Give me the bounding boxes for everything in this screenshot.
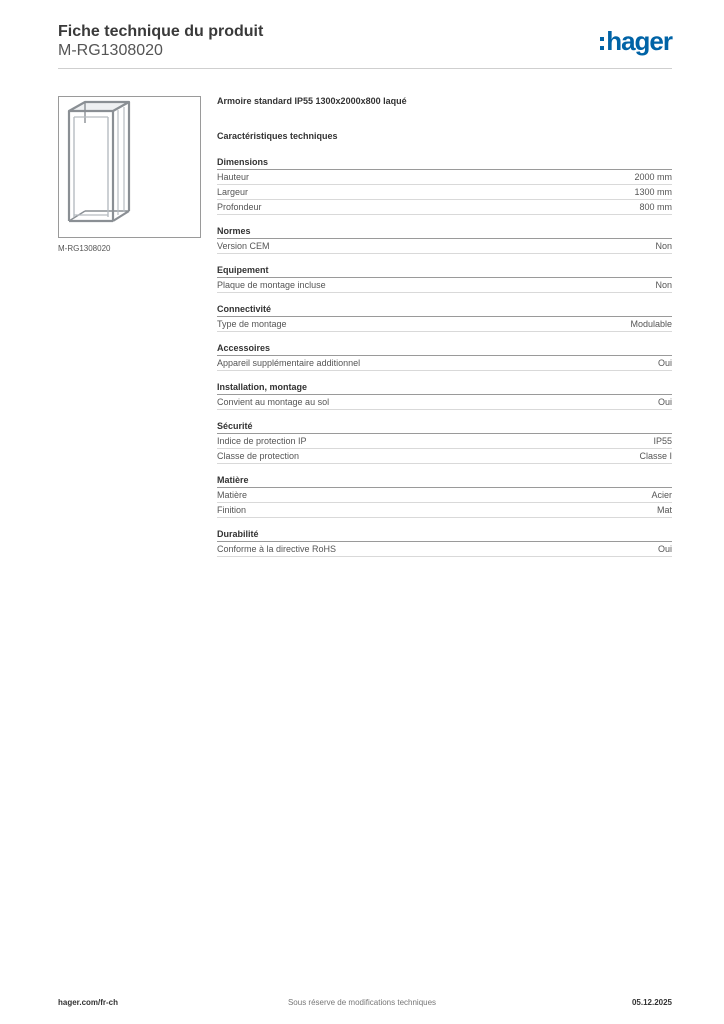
section-connectivite	[217, 303, 672, 332]
spec-value: Non	[655, 280, 672, 290]
section-matiere	[217, 474, 672, 518]
spec-label: Type de montage	[217, 319, 287, 329]
spec-value: Oui	[657, 358, 672, 368]
spec-value: IP55	[653, 436, 672, 446]
spec-value: 1300 mm	[634, 187, 672, 197]
spec-value: Acier	[651, 490, 672, 500]
spec-row	[217, 434, 672, 449]
spec-label: Plaque de montage incluse	[217, 280, 326, 290]
image-caption: M-RG1308020	[58, 244, 111, 253]
spec-value: Non	[655, 241, 672, 251]
spec-row	[217, 317, 672, 332]
spec-row	[217, 200, 672, 215]
spec-label: Classe de protection	[217, 451, 300, 461]
spec-label: Hauteur	[217, 172, 250, 182]
product-reference: M-RG1308020	[58, 42, 163, 59]
spec-label: Largeur	[217, 187, 249, 197]
logo-text: hager	[606, 26, 672, 56]
spec-value: 2000 mm	[634, 172, 672, 182]
section-securite	[217, 420, 672, 464]
section-title: Dimensions	[217, 156, 672, 170]
spec-row	[217, 356, 672, 371]
spec-row	[217, 503, 672, 518]
footer-website[interactable]: hager.com/fr-ch	[58, 998, 119, 1007]
technical-heading: Caractéristiques techniques	[217, 131, 338, 141]
spec-row	[217, 488, 672, 503]
footer-notice: Sous réserve de modifications techniques	[287, 998, 437, 1007]
hager-logo	[600, 24, 672, 58]
spec-label: Convient au montage au sol	[217, 397, 330, 407]
spec-row	[217, 449, 672, 464]
spec-label: Profondeur	[217, 202, 262, 212]
section-equipement	[217, 264, 672, 293]
spec-value: Classe I	[639, 451, 672, 461]
logo-dots-icon	[600, 37, 604, 50]
section-title: Sécurité	[217, 420, 672, 434]
spec-label: Version CEM	[217, 241, 270, 251]
section-durabilite	[217, 528, 672, 557]
section-installation	[217, 381, 672, 410]
spec-value: 800 mm	[639, 202, 672, 212]
document-header	[58, 22, 263, 61]
spec-label: Conforme à la directive RoHS	[217, 544, 337, 554]
specifications	[217, 96, 672, 567]
product-image	[58, 96, 201, 238]
spec-value: Oui	[657, 397, 672, 407]
spec-label: Matière	[217, 490, 248, 500]
section-normes	[217, 225, 672, 254]
spec-row	[217, 395, 672, 410]
spec-label: Indice de protection IP	[217, 436, 307, 446]
spec-value: Modulable	[630, 319, 672, 329]
spec-value: Oui	[657, 544, 672, 554]
section-title: Durabilité	[217, 528, 672, 542]
spec-row	[217, 542, 672, 557]
spec-label: Appareil supplémentaire additionnel	[217, 358, 361, 368]
spec-row	[217, 239, 672, 254]
section-title: Connectivité	[217, 303, 672, 317]
spec-row	[217, 185, 672, 200]
section-accessoires	[217, 342, 672, 371]
section-title: Accessoires	[217, 342, 672, 356]
spec-row	[217, 278, 672, 293]
spec-value: Mat	[656, 505, 672, 515]
page-title: Fiche technique du produit	[58, 23, 264, 40]
section-title: Installation, montage	[217, 381, 672, 395]
cabinet-frame-icon	[59, 97, 200, 237]
spec-row	[217, 170, 672, 185]
section-title: Equipement	[217, 264, 672, 278]
section-title: Matière	[217, 474, 672, 488]
section-title: Normes	[217, 225, 672, 239]
spec-label: Finition	[217, 505, 247, 515]
footer-date: 05.12.2025	[631, 998, 672, 1007]
product-name: Armoire standard IP55 1300x2000x800 laqué	[217, 96, 407, 106]
header-divider	[58, 68, 672, 69]
section-dimensions	[217, 156, 672, 215]
